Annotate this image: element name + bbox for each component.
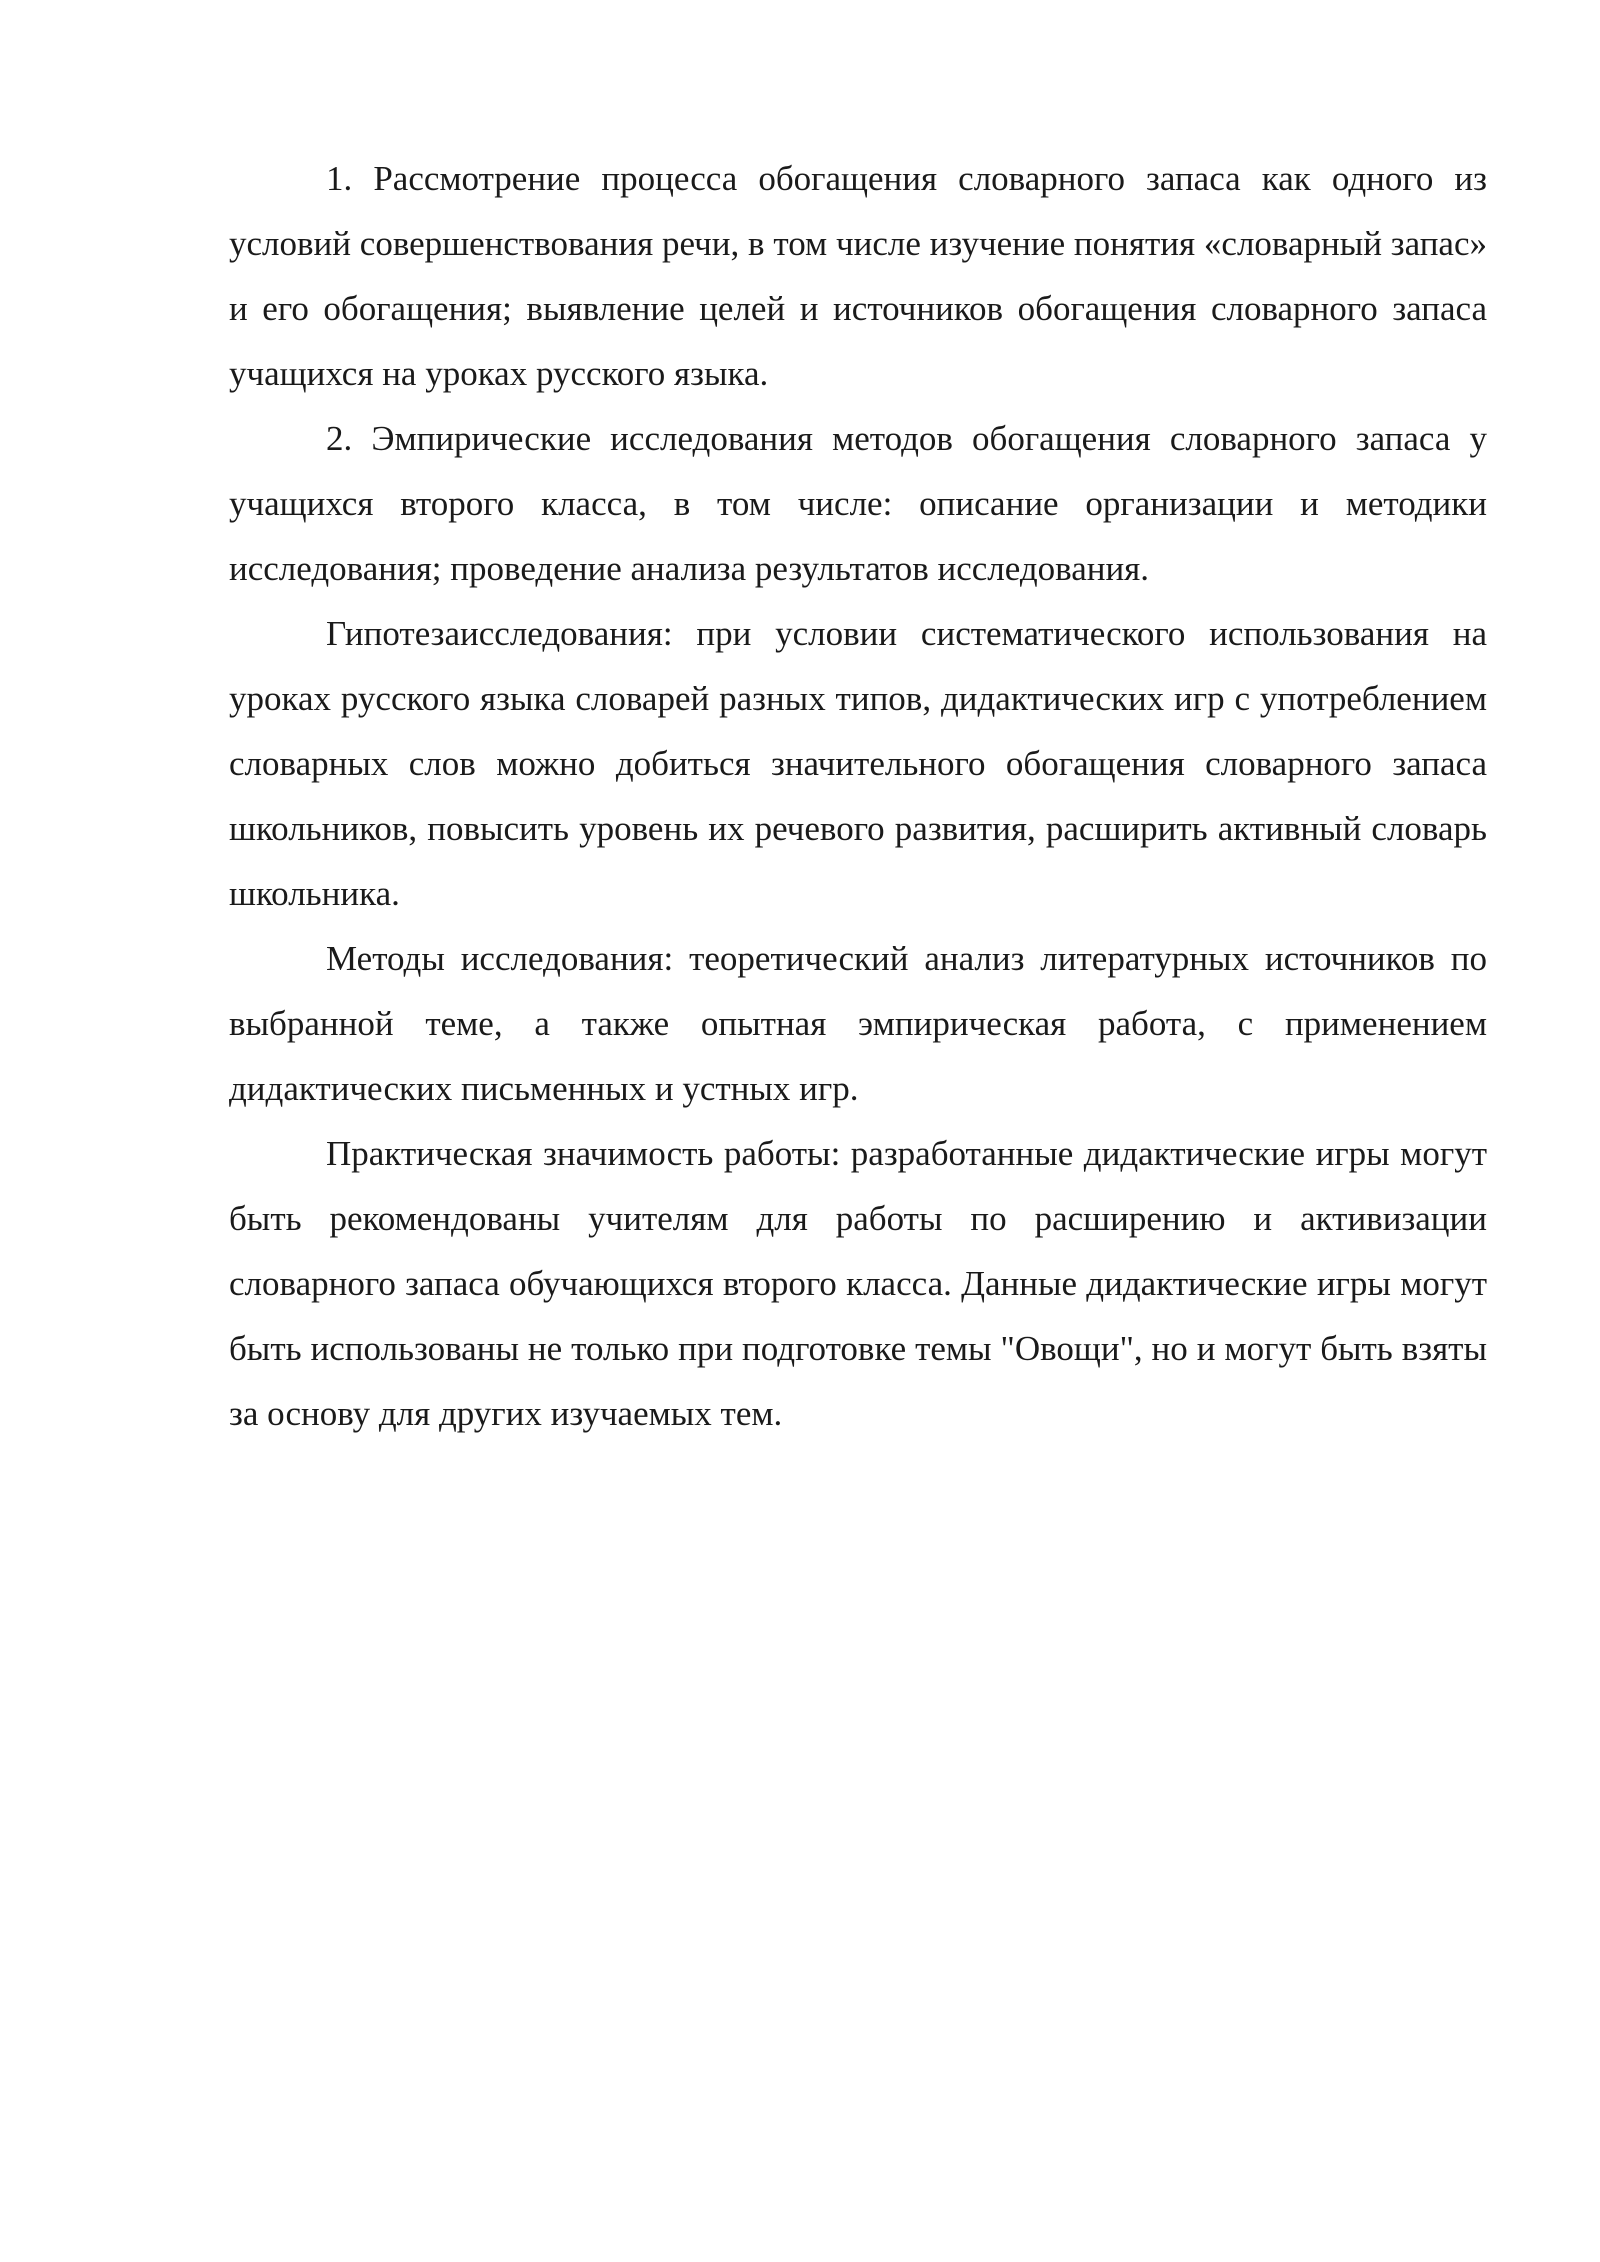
document-body [229, 146, 1487, 1446]
paragraph-practical-significance: Практическая значимость работы: разработанные дидактические игры могут быть рекомендованы учителям для работы по расширению и активизации словарного запаса обучающихся второго класса. Данные дидактические игры могут быть использованы не только при подготовке темы "Овощи", но и могут быть взяты за основу для других изучаемых тем. [229, 1134, 1487, 1433]
paragraph-task-1: 1. Рассмотрение процесса обогащения словарного запаса как одного из условий совершенствования речи, в том числе изучение понятия «словарный запас» и его обогащения; выявление целей и источников обогащения словарного запаса учащихся на уроках русского языка. [229, 159, 1487, 393]
paragraph-task-2: 2. Эмпирические исследования методов обогащения словарного запаса у учащихся второго класса, в том числе: описание организации и методики исследования; проведение анализа результатов исследования. [229, 419, 1487, 588]
paragraph-hypothesis: Гипотезаисследования: при условии систематического использования на уроках русского языка словарей разных типов, дидактических игр с употреблением словарных слов можно добиться значительного обогащения словарного запаса школьников, повысить уровень их речевого развития, расширить активный словарь школьника. [229, 614, 1487, 913]
paragraph-methods: Методы исследования: теоретический анализ литературных источников по выбранной теме, а также опытная эмпирическая работа, с применением дидактических письменных и устных игр. [229, 939, 1487, 1108]
